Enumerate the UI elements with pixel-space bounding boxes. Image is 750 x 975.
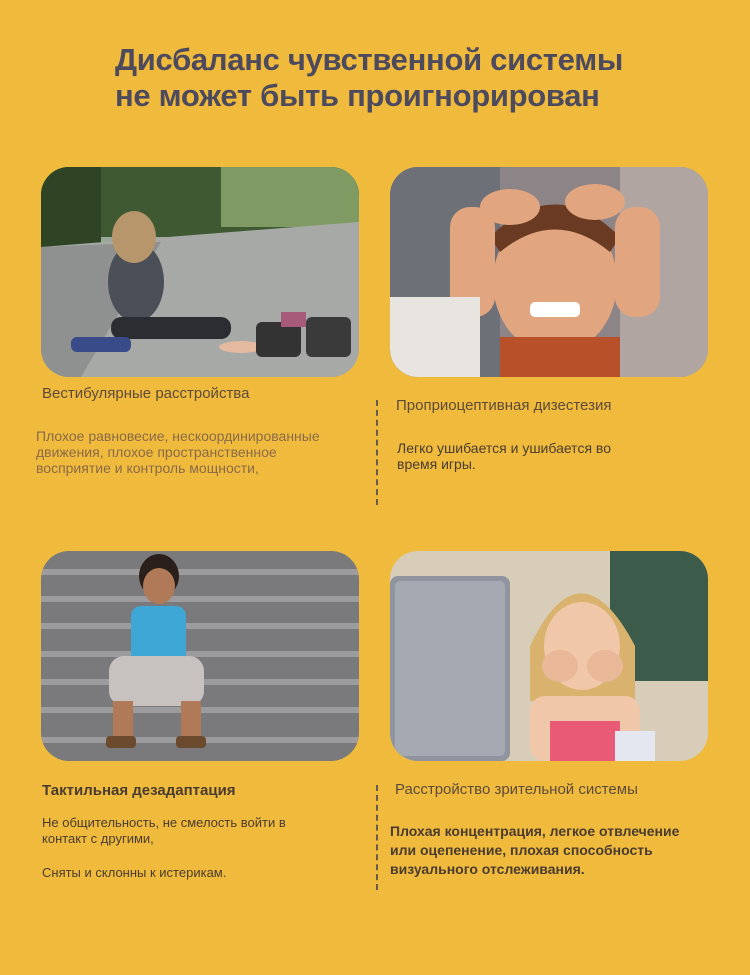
photo-girl-roller-skates bbox=[41, 167, 359, 377]
card-3-heading: Тактильная дезадаптация bbox=[42, 782, 236, 799]
title-line-2: не может быть проигнорирован bbox=[115, 78, 600, 113]
column-divider bbox=[376, 400, 378, 505]
page-title bbox=[115, 42, 675, 114]
card-1-desc-line: восприятие и контроль мощности, bbox=[36, 460, 259, 476]
card-1-desc-line: Плохое равновесие, нескоординированные bbox=[36, 428, 320, 444]
card-2-desc-line: время игры. bbox=[397, 456, 476, 472]
card-3-desc-line: контакт с другими, bbox=[42, 831, 154, 846]
card-4-desc-line: или оцепенение, плохая способность bbox=[390, 842, 653, 858]
card-3-description bbox=[42, 815, 286, 847]
card-2-heading: Проприоцептивная дизестезия bbox=[396, 397, 612, 414]
card-1-description bbox=[36, 428, 320, 476]
card-4-desc-line: Плохая концентрация, легкое отвлечение bbox=[390, 823, 680, 839]
card-2-description bbox=[397, 440, 611, 472]
card-1-heading: Вестибулярные расстройства bbox=[42, 385, 250, 402]
title-line-1: Дисбаланс чувственной системы bbox=[115, 42, 624, 77]
photo-girl-bored-at-laptop bbox=[390, 551, 708, 761]
card-2-desc-line: Легко ушибается и ушибается во bbox=[397, 440, 611, 456]
photo-boy-on-stairs bbox=[41, 551, 359, 761]
card-1-desc-line: движения, плохое пространственное bbox=[36, 444, 277, 460]
column-divider bbox=[376, 785, 378, 890]
card-4-desc-line: визуального отслеживания. bbox=[390, 861, 585, 877]
card-4-description bbox=[390, 822, 679, 879]
photo-boy-frustrated bbox=[390, 167, 708, 377]
card-3-description-extra: Сняты и склонны к истерикам. bbox=[42, 865, 227, 880]
card-3-desc-line: Не общительность, не смелость войти в bbox=[42, 815, 286, 830]
card-4-heading: Расстройство зрительной системы bbox=[395, 781, 638, 798]
